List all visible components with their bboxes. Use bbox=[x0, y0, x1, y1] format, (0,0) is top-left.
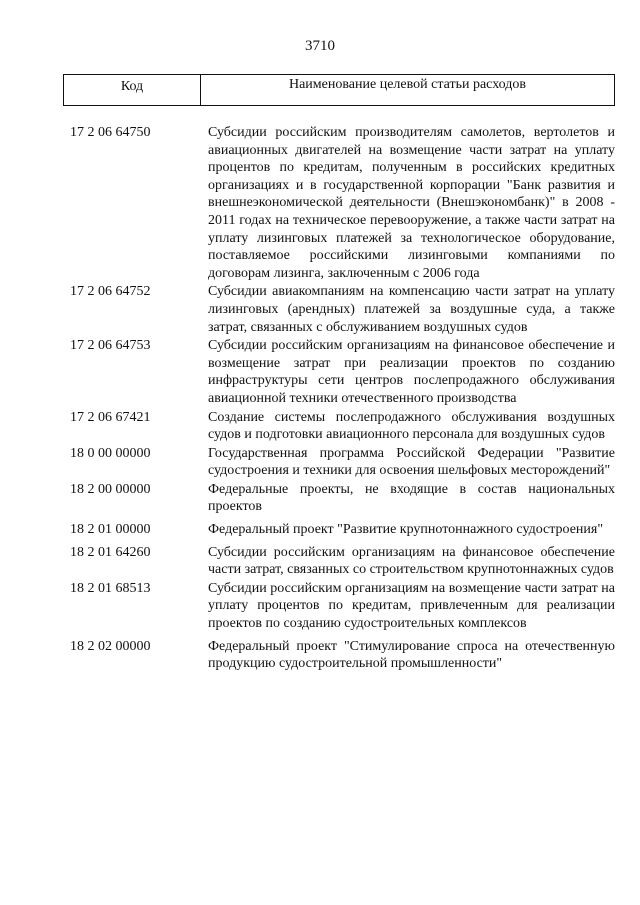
budget-table-body bbox=[70, 124, 615, 673]
header-name: Наименование целевой статьи расходов bbox=[288, 77, 527, 92]
table-row bbox=[70, 283, 615, 336]
row-description: Создание системы послепродажного обслуживания воздушных судов и подготовки авиационного персонала для воздушных судов bbox=[208, 409, 615, 443]
table-header bbox=[63, 74, 615, 106]
row-code: 18 2 01 68513 bbox=[70, 580, 151, 596]
row-description: Субсидии российским организациям на финансовое обеспечение и возмещение затрат при реализации проектов по созданию инфраструктуры сети центров послепродажного обслуживания авиационной техники отечественного производства bbox=[208, 338, 615, 406]
row-description: Субсидии российским организациям на финансовое обеспечение части затрат, связанных со строительством крупнотоннажных судов bbox=[208, 544, 615, 578]
row-code: 18 2 01 64260 bbox=[70, 544, 151, 560]
header-code: Код bbox=[64, 75, 201, 105]
table-row bbox=[70, 544, 615, 579]
row-description: Государственная программа Российской Федерации "Развитие судостроения и техники для освоения шельфовых месторождений" bbox=[208, 445, 615, 479]
row-description: Федеральный проект "Развитие крупнотоннажного судостроения" bbox=[208, 522, 604, 538]
table-row bbox=[70, 638, 615, 673]
table-row bbox=[70, 409, 615, 444]
row-description: Федеральный проект "Стимулирование спроса на отечественную продукцию судостроительной промышленности" bbox=[208, 638, 615, 672]
row-code: 18 2 01 00000 bbox=[70, 522, 151, 538]
row-description: Федеральные проекты, не входящие в состав национальных проектов bbox=[208, 481, 615, 515]
table-row bbox=[70, 337, 615, 407]
row-code: 17 2 06 64750 bbox=[70, 125, 151, 140]
row-description: Субсидии российским организациям на возмещение части затрат на уплату процентов по кредитам, привлеченным для реализации проектов по созданию судостроительных комплексов bbox=[208, 580, 615, 632]
table-row bbox=[70, 580, 615, 633]
table-row bbox=[70, 521, 615, 539]
row-code: 18 2 02 00000 bbox=[70, 638, 151, 654]
row-code: 18 0 00 00000 bbox=[70, 445, 151, 461]
page-number: 3710 bbox=[305, 38, 335, 54]
row-code: 17 2 06 64752 bbox=[70, 284, 151, 300]
row-description: Субсидии российским производителям самолетов, вертолетов и авиационных двигателей на возмещение части затрат на уплату процентов по кредитам, полученным в российских кредитных организациях и в государственной корпорации "Банк развития и внешнеэкономической деятельности (Внешэкономбанк)" в 2008 - 2011 годах на техническое перевооружение, а также части затрат на уплату лизинговых платежей за технологическое оборудование, поставляемое российскими лизинговыми компаниями по договорам лизинга, заключенным с 2006 года bbox=[208, 125, 615, 281]
row-code: 17 2 06 64753 bbox=[70, 338, 151, 354]
table-row bbox=[70, 481, 615, 516]
row-code: 18 2 00 00000 bbox=[70, 481, 151, 497]
row-description: Субсидии авиакомпаниям на компенсацию части затрат на уплату лизинговых (арендных) платежей за воздушные суда, а также затрат, связанных с обслуживанием воздушных судов bbox=[208, 284, 615, 335]
table-row bbox=[70, 445, 615, 480]
row-code: 17 2 06 67421 bbox=[70, 409, 151, 425]
table-row bbox=[70, 124, 615, 282]
